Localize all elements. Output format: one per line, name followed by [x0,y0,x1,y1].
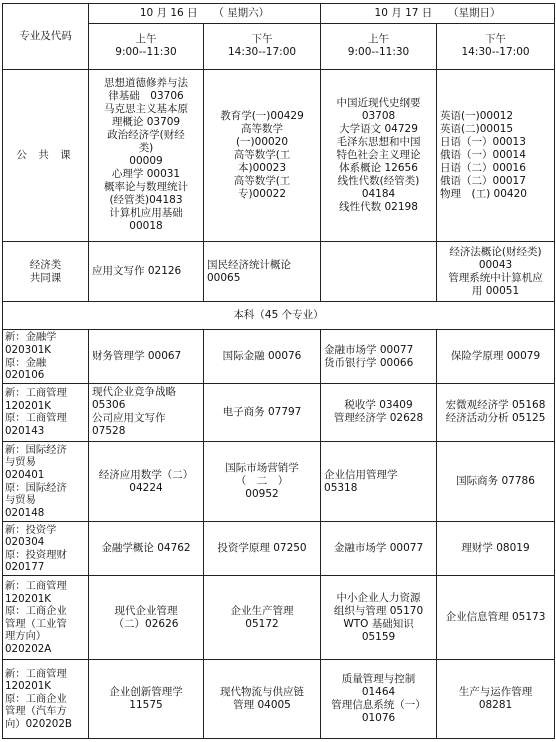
course-day1-morning: 财务管理学 00067 [89,330,204,384]
course-day1-afternoon: 国际市场营销学 （ 二 ） 00952 [204,441,321,522]
course-day2-morning: 企业信用管理学 05318 [321,441,437,522]
major-name: 新：工商管理 120201K 原：工商管理 020143 [3,384,89,442]
section-row [3,301,555,329]
course-day2-morning: 金融市场学 00077 [321,522,437,576]
public-course-row [3,69,555,242]
course-day2-morning: 质量管理与控制 01464 管理信息系统（一） 01076 [321,660,437,739]
course-day2-morning: 金融市场学 00077 货币银行学 00066 [321,330,437,384]
major-row [3,660,555,739]
course-day1-afternoon: 国际金融 00076 [204,330,321,384]
econ-day1-afternoon: 国民经济统计概论 00065 [204,242,321,302]
major-row [3,330,555,384]
exam-schedule-table [2,3,555,739]
major-name: 新：国际经济 与贸易 020401 原：国际经济 与贸易 020148 [3,441,89,522]
major-row [3,522,555,576]
slot-day2-afternoon: 下午 14:30--17:00 [437,24,555,69]
date-header-row [3,4,555,24]
day2-header: 10 月 17 日 （星期日） [321,4,555,24]
course-day1-morning: 经济应用数学（二） 04224 [89,441,204,522]
major-column-header: 专业及代码 [3,4,89,70]
course-day2-morning: 税收学 03409 管理经济学 02628 [321,384,437,442]
public-day1-morning: 思想道德修养与法 律基础 03706 马克思主义基本原 理概论 03709 政治经济学(财经 类) 00009 心理学 00031 概率论与数理统计 (经管类)04183 计算机应用基础 00018 [89,69,204,242]
course-day1-morning: 企业创新管理学 11575 [89,660,204,739]
major-name: 新：工商管理 120201K 原：工商企业 管理（工业管 理方向） 020202A [3,576,89,660]
major-name: 新：投资学 020304 原：投资理财 020177 [3,522,89,576]
course-day1-morning: 金融学概论 04762 [89,522,204,576]
course-day2-morning: 中小企业人力资源 组织与管理 05170 WTO 基础知识 05159 [321,576,437,660]
day1-header: 10 月 16 日 （ 星期六） [89,4,321,24]
econ-day1-morning: 应用文写作 02126 [89,242,204,302]
section-title: 本科（45 个专业） [3,301,555,329]
econ-day2-afternoon: 经济法概论(财经类) 00043 管理系统中计算机应 用 00051 [437,242,555,302]
course-day1-afternoon: 电子商务 07797 [204,384,321,442]
econ-day2-morning [321,242,437,302]
category-public: 公 共 课 [3,69,89,242]
public-day2-morning: 中国近现代史纲要 03708 大学语文 04729 毛泽东思想和中国 特色社会主义理论 体系概论 12656 线性代数(经管类) 04184 线性代数 02198 [321,69,437,242]
slot-day1-afternoon: 下午 14:30--17:00 [204,24,321,69]
public-day1-afternoon: 教育学(一)00429 高等数学 (一)00020 高等数学(工 本)00023 高等数学(工 专)00022 [204,69,321,242]
major-name: 新：金融学 020301K 原：金融 020106 [3,330,89,384]
course-day2-afternoon: 企业信息管理 05173 [437,576,555,660]
course-day2-afternoon: 生产与运作管理 08281 [437,660,555,739]
course-day2-afternoon: 国际商务 07786 [437,441,555,522]
course-day2-afternoon: 宏微观经济学 05168 经济活动分析 05125 [437,384,555,442]
course-day2-afternoon: 保险学原理 00079 [437,330,555,384]
major-row [3,441,555,522]
course-day1-morning: 现代企业竞争战略 05306 公司应用文写作 07528 [89,384,204,442]
slot-day2-morning: 上午 9:00--11:30 [321,24,437,69]
course-day1-afternoon: 投资学原理 07250 [204,522,321,576]
course-day2-afternoon: 理财学 08019 [437,522,555,576]
slot-day1-morning: 上午 9:00--11:30 [89,24,204,69]
economics-course-row [3,242,555,302]
course-day1-morning: 现代企业管理 （二）02626 [89,576,204,660]
major-row [3,384,555,442]
course-day1-afternoon: 企业生产管理 05172 [204,576,321,660]
public-day2-afternoon: 英语(一)00012 英语(二)00015 日语（一）00013 俄语（一）00014 日语（二）00016 俄语（二）00017 物理 (工) 00420 [437,69,555,242]
major-name: 新：工商管理 120201K 原：工商企业 管理（汽车方 向）020202B [3,660,89,739]
course-day1-afternoon: 现代物流与供应链 管理 04005 [204,660,321,739]
major-row [3,576,555,660]
category-economics: 经济类 共同课 [3,242,89,302]
